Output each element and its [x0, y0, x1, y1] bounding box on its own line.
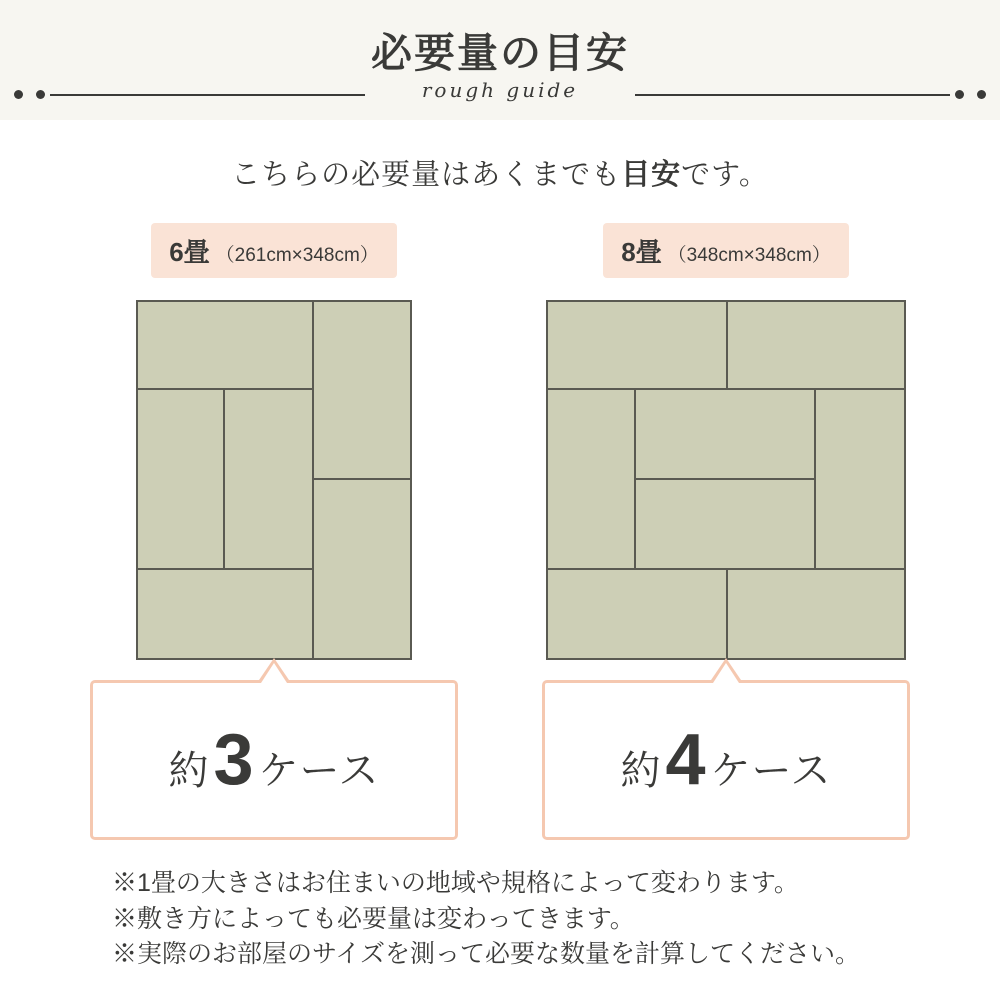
tatami-mat	[726, 568, 906, 660]
note-item: ※1畳の大きさはお住まいの地域や規格によって変わります。	[112, 869, 799, 897]
column-6-jo	[84, 223, 464, 840]
size-badge-6-jo-label: 6畳	[169, 237, 210, 267]
notes-list	[0, 866, 1000, 973]
size-badge-8-jo-label: 8畳	[621, 237, 662, 267]
callout-suffix-6-jo: ケース	[258, 749, 380, 793]
decor-dot-right-inner	[955, 90, 964, 99]
size-badge-8-jo	[603, 223, 849, 278]
size-badge-6-jo-dimensions: （261cm×348cm）	[215, 245, 379, 266]
note-item: ※実際のお部屋のサイズを測って必要な数量を計算してください。	[112, 940, 861, 968]
callout-arrow-inner-6-jo	[261, 663, 287, 683]
callout-number-8-jo: 4	[665, 720, 707, 800]
callout-number-6-jo: 3	[213, 720, 255, 800]
tatami-mat	[546, 568, 728, 660]
callout-suffix-8-jo: ケース	[710, 749, 832, 793]
size-badge-6-jo	[151, 223, 397, 278]
lead-text-after: です。	[681, 159, 769, 191]
tatami-mat	[136, 388, 225, 570]
lead-text-before: こちらの必要量はあくまでも	[231, 159, 622, 191]
lead-text-emphasis: 目安	[621, 159, 682, 191]
lead-text	[0, 152, 1000, 193]
page-title: 必要量の目安	[371, 30, 629, 76]
callout-prefix-6-jo: 約	[168, 749, 210, 793]
tatami-mat	[136, 300, 314, 390]
page-subtitle: rough guide	[421, 78, 579, 102]
decor-rule-right	[635, 94, 950, 96]
tatami-diagram-8-jo	[546, 300, 906, 660]
callout-text-8-jo	[620, 720, 832, 800]
tatami-mat	[312, 300, 412, 480]
page-header	[0, 0, 1000, 120]
tatami-mat	[546, 388, 636, 570]
decor-dot-right-outer	[977, 90, 986, 99]
subtitle-row	[0, 78, 1000, 112]
column-8-jo	[536, 223, 916, 840]
tatami-diagram-6-jo	[136, 300, 412, 660]
callout-text-6-jo	[168, 720, 380, 800]
callout-arrow-inner-8-jo	[713, 663, 739, 683]
guide-columns	[0, 223, 1000, 840]
tatami-mat	[136, 568, 314, 660]
size-badge-8-jo-dimensions: （348cm×348cm）	[667, 245, 831, 266]
tatami-mat	[312, 478, 412, 660]
tatami-mat	[814, 388, 906, 570]
tatami-mat	[223, 388, 314, 570]
callout-prefix-8-jo: 約	[620, 749, 662, 793]
tatami-mat	[634, 478, 816, 570]
note-item: ※敷き方によっても必要量は変わってきます。	[112, 904, 635, 933]
tatami-mat	[726, 300, 906, 390]
tatami-mat	[634, 388, 816, 480]
callout-6-jo	[90, 680, 458, 840]
callout-8-jo	[542, 680, 910, 840]
tatami-mat	[546, 300, 728, 390]
